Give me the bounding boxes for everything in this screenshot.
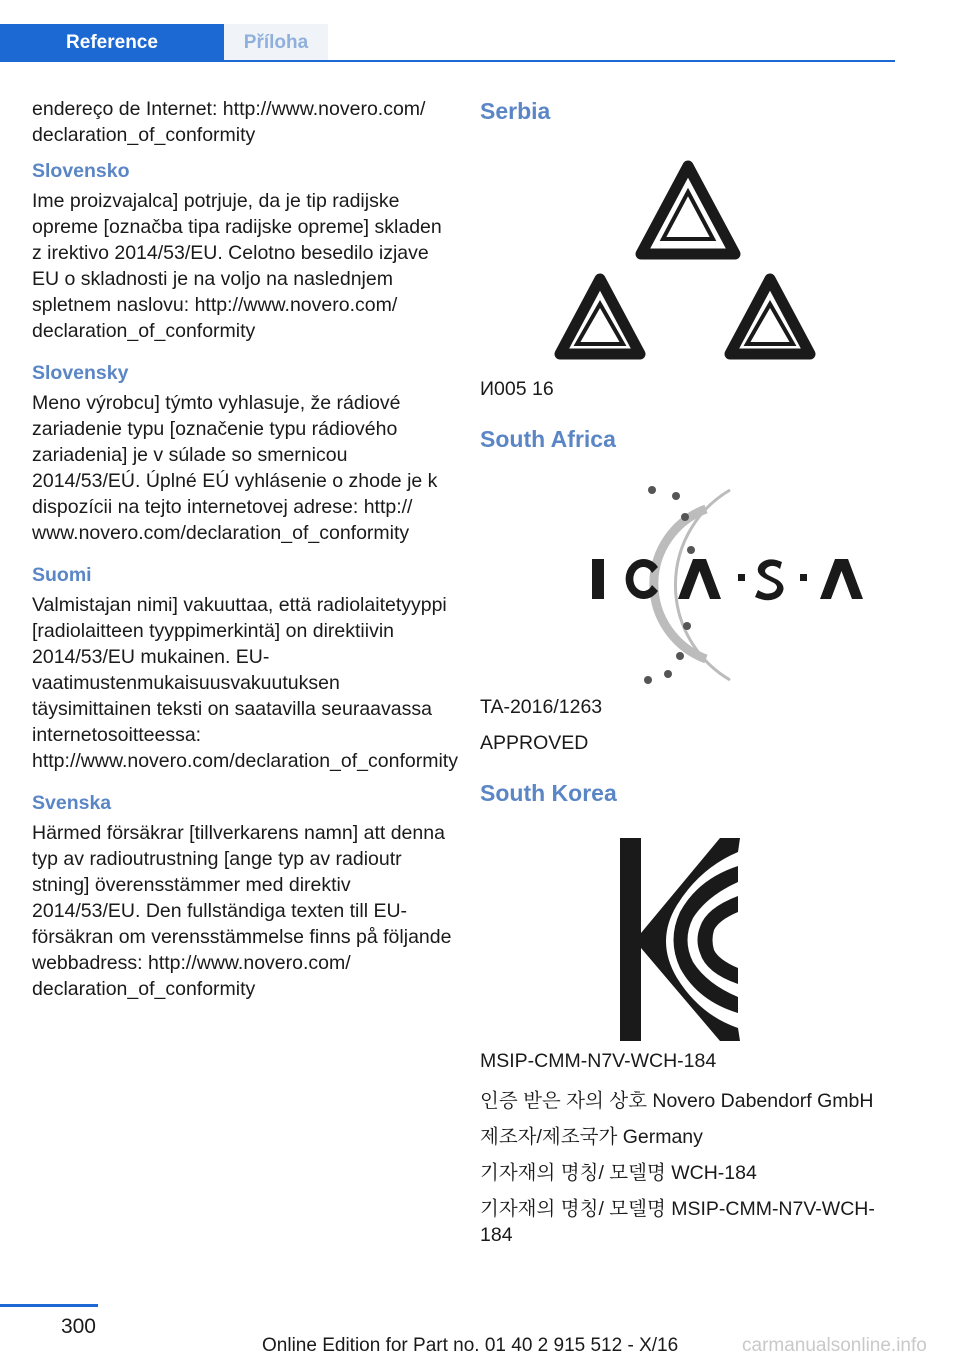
serbia-logo [480,126,900,376]
section-text: Ime proizvajalca] potrjuje, da je tip radijske opreme [označba tipa radijske opreme] skladen z irektivo 2014/53/EU. Celotno besedilo izjave EU o skladnosti je na voljo na naslednjem spletnem naslovu: http://www.novero.com/ declaration_of_conformity [32,190,442,342]
section-text: Härmed försäkrar [tillverkarens namn] att denna typ av radioutrustning [ange typ av radioutr stning] överensstämmer med direktiv 2014/53/EU. Den fullständiga texten till EU-försäkran om verensstämmelse finns på följande webbadress: http://www.novero.com/ declaration_of_conformity [32,822,452,1000]
icasa-logo [480,454,900,694]
section-heading: Slovensko [32,160,130,182]
kc-mark-icon [480,808,900,1048]
watermark: carmanualsonline.info [742,1335,927,1356]
serbia-triangles-icon [480,126,900,376]
kc-logo [480,808,900,1048]
header-rule [0,60,895,62]
section-heading: Svenska [32,792,112,814]
icasa-code: TA-2016/1263 [480,696,603,718]
tab-priloha[interactable]: Příloha [224,24,328,62]
section-svenska [32,790,452,1002]
edition-line: Online Edition for Part no. 01 40 2 915 512 - X/16 [262,1335,679,1356]
south-korea-heading: South Korea [480,780,617,806]
section-text: Valmistajan nimi] vakuuttaa, että radiolaitetyyppi [radiolaitteen tyyppimerkintä] on direktiivin 2014/53/EU mukainen. EU-vaatimustenmukaisuusvakuutuksen täysimittainen teksti on saatavilla seuraavassa internetosoitteessa: http://www.novero.com/declaration_of_conformity [32,594,458,772]
left-column [32,96,458,1018]
kc-country: 제조자/제조국가 Germany [480,1126,703,1148]
right-column [480,96,900,1258]
kc-model: 기자재의 명칭/ 모델명 WCH-184 [480,1162,757,1184]
kc-code: MSIP-CMM-N7V-WCH-184 [480,1050,717,1072]
intro-paragraph: endereço de Internet: http://www.novero.com/ declaration_of_conformity [32,98,426,146]
section-text: Meno výrobcu] týmto vyhlasuje, že rádiové zariadenie typu [označenie typu rádiového zariadenia] je v súlade so smernicou 2014/53/EÚ. Úplné EÚ vyhlásenie o zhode je k dispozícii na tejto internetovej adrese: http:// www.novero.com/declaration_of_conformity [32,392,438,544]
section-heading: Slovensky [32,362,129,384]
section-slovensky [32,360,452,546]
page-number-box [0,1304,98,1347]
serbia-heading: Serbia [480,98,551,124]
section-slovensko [32,158,452,344]
section-suomi [32,562,458,774]
section-heading: Suomi [32,564,92,586]
south-africa-heading: South Africa [480,426,616,452]
kc-model-full: 기자재의 명칭/ 모델명 MSIP-CMM-N7V-WCH-184 [480,1198,875,1246]
serbia-code: И005 16 [480,378,554,400]
page-number: 300 [60,1315,96,1338]
icasa-logo-icon [480,454,900,694]
header-tab-bar [0,24,895,62]
tab-reference[interactable]: Reference [0,24,224,62]
kc-manufacturer: 인증 받은 자의 상호 Novero Dabendorf GmbH [480,1090,874,1112]
icasa-approved: APPROVED [480,732,589,754]
